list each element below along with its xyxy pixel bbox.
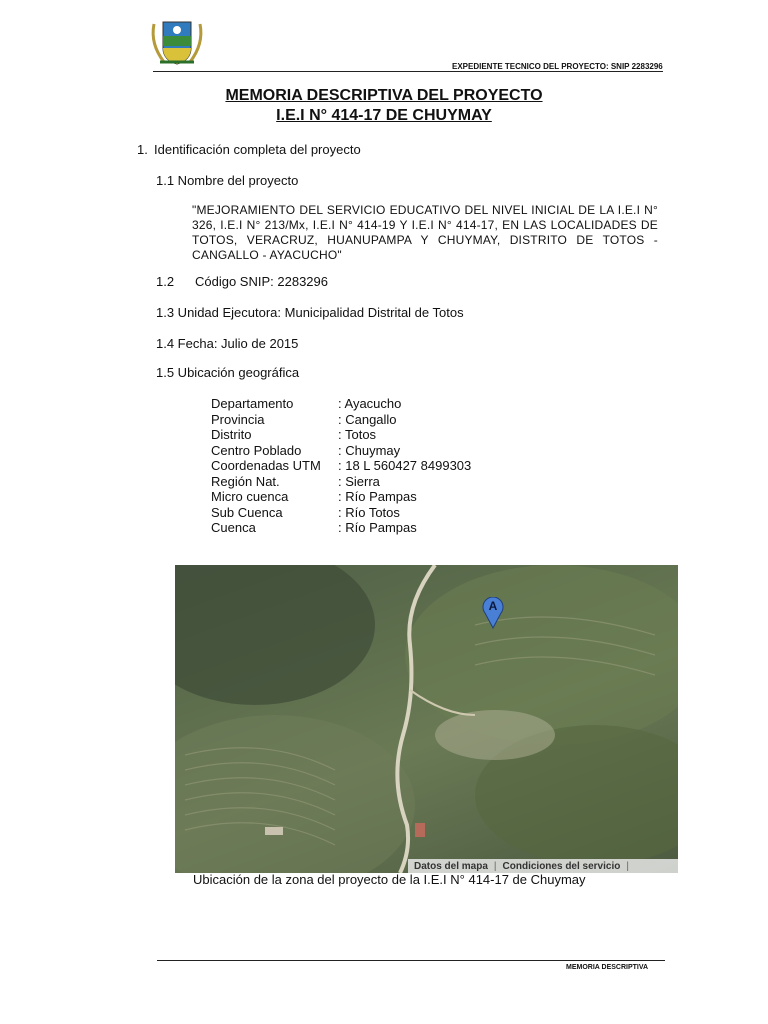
project-date: 1.4 Fecha: Julio de 2015 [156,336,299,351]
location-row [211,443,471,459]
section-heading: Identificación completa del proyecto [154,142,361,157]
location-value: : Totos [338,427,377,442]
header-divider [153,71,663,72]
location-value: : 18 L 560427 8499303 [338,458,472,473]
municipal-crest-icon [148,14,206,70]
location-value: : Chuymay [338,442,401,458]
location-label: Departamento [211,396,294,411]
snip-code: Código SNIP: 2283296 [195,274,328,289]
footer-divider [157,960,665,961]
map-attribution-bar [408,859,678,873]
terms-of-service-link[interactable]: Condiciones del servicio [502,860,621,872]
location-row [211,458,471,474]
separator: | [626,860,629,872]
document-subtitle: I.E.I N° 414-17 DE CHUYMAY [276,107,492,124]
location-value: : Sierra [338,473,380,489]
footer-label: MEMORIA DESCRIPTIVA [566,964,649,971]
executing-unit: 1.3 Unidad Ejecutora: Municipalidad Distrital de Totos [156,305,464,320]
location-row [211,505,471,521]
separator: | [493,860,497,872]
location-value: : Río Pampas [338,489,417,504]
project-reference: EXPEDIENTE TECNICO DEL PROYECTO: SNIP 2283296 [452,62,663,71]
location-row [211,412,471,428]
marker-label: A [488,599,498,613]
location-value: : Cangallo [338,411,397,427]
location-label: Distrito [211,427,252,442]
project-name-heading: 1.1 Nombre del proyecto [156,173,299,188]
location-table [211,396,471,536]
project-name-text: "MEJORAMIENTO DEL SERVICIO EDUCATIVO DEL NIVEL INICIAL DE LA I.E.I N° 326, I.E.I N° 213/Mx, I.E.I N° 414-19 Y I.E.I N° 414-17, EN LAS LOCALIDADES DE TOTOS, VERACRUZ, HUANUPAMPA Y CHUYMAY, DISTRITO DE TOTOS - CANGALLO - AYACUCHO" [192,203,658,262]
location-row [211,396,471,412]
location-value: : Río Pampas [338,520,417,535]
location-label: Coordenadas UTM [211,458,321,473]
location-row [211,520,471,536]
location-row [211,489,471,505]
location-label: Provincia [211,411,265,427]
location-label: Centro Poblado [211,442,302,458]
location-row [211,474,471,490]
location-marker-icon[interactable] [482,597,504,629]
location-row [211,427,471,443]
satellite-map[interactable] [175,565,678,873]
location-label: Micro cuenca [211,489,289,504]
section-number: 1. [137,142,148,157]
location-value: : Río Totos [338,504,400,520]
map-data-link[interactable]: Datos del mapa [414,860,488,872]
location-label: Sub Cuenca [211,504,283,520]
location-label: Región Nat. [211,473,280,489]
location-label: Cuenca [211,520,256,535]
document-title: MEMORIA DESCRIPTIVA DEL PROYECTO [225,87,543,104]
location-heading: 1.5 Ubicación geográfica [156,365,300,380]
location-value: : Ayacucho [338,396,402,411]
map-caption: Ubicación de la zona del proyecto de la I.E.I N° 414-17 de Chuymay [193,872,586,887]
snip-number: 1.2 [156,274,175,289]
